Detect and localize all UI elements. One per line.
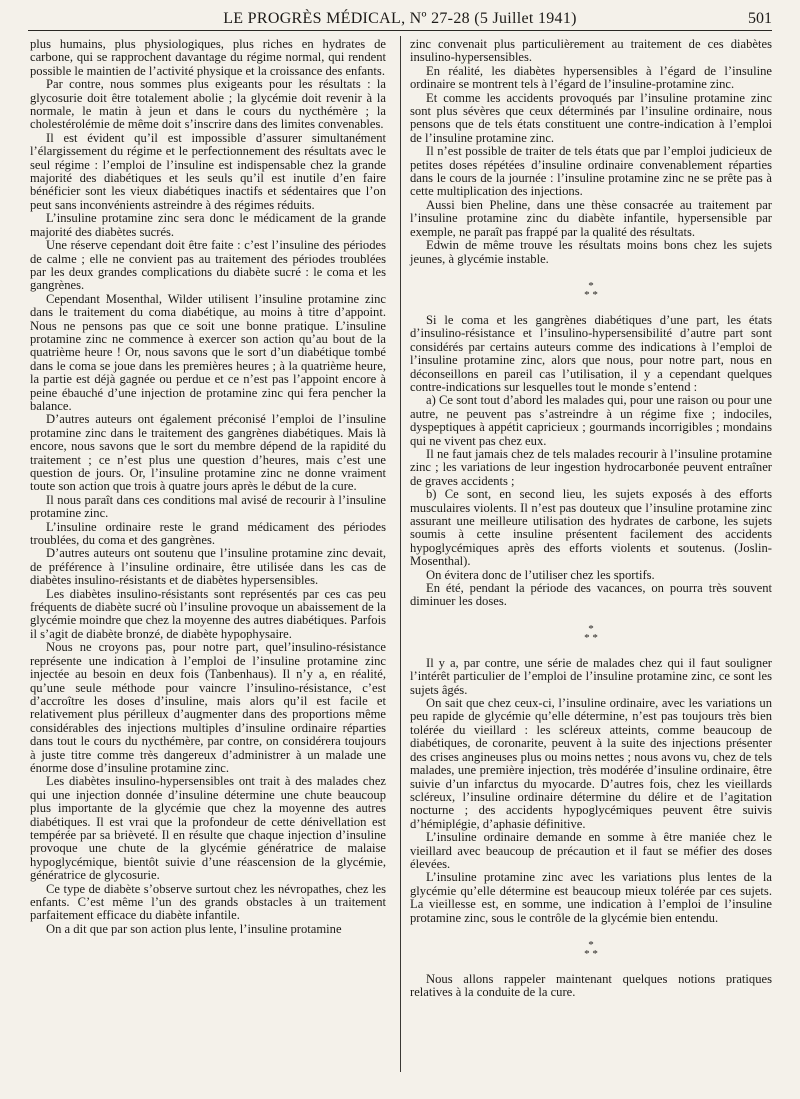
column-divider [400,36,401,1072]
paragraph: L’insuline protamine zinc sera donc le médicament de la grande majorité des diabètes sucrés. [30,211,386,239]
separator-bottom-stars: * * [584,631,598,644]
paragraph: Nous ne croyons pas, pour notre part, quel’insulino-résistance représente une indication à l’emploi de l’insuline protamine zinc injectée au besoin en deux fois (Tanbenhaus). Il n’y a, en réalité, qu’une seule méthode pour vaincre l’insulino-résistance, c’est d’accroître les doses d’insuline, mais alors qu’il est facile et relativement plus périlleux d’augmenter dans des proportions même considérables des injections multiples d’insuline ordinaire réparties dans tout le cours du nycthémère, par contre, on considérera toujours à juste titre comme très dangereux d’administrer à un malade une énorme dose d’insuline protamine zinc. [30,640,386,775]
paragraph: D’autres auteurs ont également préconisé l’emploi de l’insuline protamine zinc dans le traitement des gangrènes diabétiques. Mais là encore, nous savons que le sort du membre dépend de la rapidité du traitement ; ce n’est plus une question d’heures, mais c’est une question de jours. Or, l’insuline protamine zinc ne donne vraiment toute son action que trois à quatre jours après le début de la cure. [30,412,386,494]
paragraph: Il est évident qu’il est impossible d’assurer simultanément l’élargissement du régime et le perfectionnement des résultats avec le seul régime : l’emploi de l’insuline est indispensable chez la grande majorité des diabétiques et les seuls qu’il est inutile d’en faire bénéficier sont les vieux diabétiques inactifs et sédentaires que l’on peut sans inconvénients astreindre à des régimes réduits. [30,130,386,212]
separator-top-star: * [588,279,594,292]
paragraph: zinc convenait plus particulièrement au traitement de ces diabètes insulino-hypersensibles. [410,37,772,65]
left-column [30,38,386,936]
page-number: 501 [748,10,772,27]
paragraph: Une réserve cependant doit être faite : c’est l’insuline des périodes de calme ; elle ne convient pas au traitement des périodes troublées par les deux grandes complications du diabète sucré : le coma et les gangrènes. [30,238,386,293]
paragraph: Ce type de diabète s’observe surtout chez les névropathes, chez les enfants. C’est même l’un des grands obstacles à un traitement parfaitement efficace du diabète infantile. [30,881,386,923]
paragraph: Cependant Mosenthal, Wilder utilisent l’insuline protamine zinc dans le traitement du coma diabétique, au moins à titre d’appoint. Nous ne pensons pas que ce soit une bonne pratique. L’insuline protamine zinc ne commence à exercer son action qu’au bout de la quatrième heure ! Or, nous savons que le sort d’un diabétique tombé dans le coma se joue dans les premières heures ; à la quatrième heure, la partie est déjà gagnée ou perdue et ce n’est pas l’appoint encore à peine ébauché d’une injection de protamine zinc qui fera pencher la balance. [30,291,386,413]
paragraph: L’insuline ordinaire demande en somme à être maniée chez le vieillard avec beaucoup de précaution et il faut se méfier des doses élevées. [410,830,772,871]
section-separator [410,622,772,644]
separator-bottom-stars: * * [584,947,598,960]
paragraph: plus humains, plus physiologiques, plus riches en hydrates de carbone, qui se rapprochent davantage du régime normal, qui rendent possible le maintien de l’activité physique et la croissance des enfants. [30,37,386,78]
separator-top-star: * [588,622,594,635]
separator-top-star: * [588,938,594,951]
paragraph: Il nous paraît dans ces conditions mal avisé de recourir à l’insuline protamine zinc. [30,492,386,521]
paragraph: Edwin de même trouve les résultats moins bons chez les sujets jeunes, à glycémie instable. [410,238,772,266]
paragraph: En réalité, les diabètes hypersensibles à l’égard de l’insuline ordinaire se montrent tels à l’égard de l’insuline-protamine zinc. [410,63,772,92]
paragraph: Les diabètes insulino-hypersensibles ont trait à des malades chez qui une injection donnée d’insuline détermine une chute beaucoup plus importante de la glycémie que chez la moyenne des autres diabétiques. Il est vrai que la profondeur de cette dénivellation est tempérée par sa brièveté. Il en résulte que chaque injection d’insuline provoque une chute de la glycémie génératrice de malaise hypoglycémique, bientôt suivie d’une réascension de la glycémie, génératrice de glycosurie. [30,774,386,883]
section-separator [410,938,772,960]
right-column [410,38,772,1000]
paragraph: Si le coma et les gangrènes diabétiques d’une part, les états d’insulino-résistance et l’insulino-hypersensibilité d’autre part sont considérés par certains auteurs comme des indications à l’emploi de l’insuline protamine zinc, alors que nous, pour notre part, nous en déconseillons en pareil cas l’utilisation, il y a cependant quelques contre-indications sur lesquelles tout le monde s’entend : [410,312,772,394]
paragraph: L’insuline protamine zinc avec les variations plus lentes de la glycémie qu’elle détermine est beaucoup mieux tolérée par ces sujets. La vieillesse est, en somme, une indication à l’emploi de l’insuline protamine zinc, sous le contrôle de la glycémie bien entendu. [410,870,772,925]
paragraph: On évitera donc de l’utiliser chez les sportifs. [426,567,655,582]
paragraph: Il ne faut jamais chez de tels malades recourir à l’insuline protamine zinc ; les variations de leur ingestion hydrocarbonée peuvent entraîner de graves accidents ; [410,446,772,488]
paragraph: Aussi bien Pheline, dans une thèse consacrée au traitement par l’insuline protamine zinc du diabète infantile, hypersensible par exemple, ne paraît pas frappé par la qualité des résultats. [410,197,772,239]
paragraph: a) Ce sont tout d’abord les malades qui, pour une raison ou pour une autre, ne peuvent pas s’astreindre à un régime fixe ; indociles, dyspeptiques à appétit capricieux ; gourmands incorrigibles ; mondains qui ne vivent pas chez eux. [410,393,772,448]
paragraph: On sait que chez ceux-ci, l’insuline ordinaire, avec les variations un peu rapide de glycémie qu’elle détermine, n’est pas toujours très bien tolérée du vieillard : les scléreux atteints, comme beaucoup de diabétiques, de coronarite, peuvent à la suite des injections présenter des crises angineuses plus ou moins nettes ; nous avons vu, chez de tels malades, une première injection, très modérée d’insuline ordinaire, être suivie d’un infarctus du myocarde. D’autres fois, chez les vieillards scléreux, l’insuline ordinaire détermine du délire et de l’agitation nocturne ; des accidents hypoglycémiques peuvent être suivis d’hémiplégie, d’aphasie définitive. [410,696,772,831]
separator-bottom-stars: * * [584,288,598,301]
paragraph: Nous allons rappeler maintenant quelques notions pratiques relatives à la conduite de la cure. [410,971,772,1000]
paragraph: En été, pendant la période des vacances, on pourra très souvent diminuer les doses. [410,581,772,609]
journal-title: LE PROGRÈS MÉDICAL, Nº 27-28 (5 Juillet 1941) [223,10,577,27]
paragraph: b) Ce sont, en second lieu, les sujets exposés à des efforts musculaires violents. Il n’est pas douteux que l’insuline protamine zinc assurant une meilleure utilisation des hydrates de carbone, les sujets soumis à cette insuline présentent facilement des accidents hypoglycémiques après des efforts violents et soutenus. (Joslin-Mosenthal). [410,487,772,569]
paragraph: L’insuline ordinaire reste le grand médicament des périodes troublées, du coma et des gangrènes. [30,519,386,548]
running-header [28,8,772,31]
paragraph: Les diabètes insulino-résistants sont représentés par ces cas peu fréquents de diabète sucré où l’insuline provoque un abaissement de la glycémie moindre que chez la moyenne des autres diabétiques. Parfois il s’agit de diabète bronzé, de diabète hypophysaire. [30,586,387,641]
paragraph: Et comme les accidents provoqués par l’insuline protamine zinc sont plus sévères que ceux déterminés par l’insuline ordinaire, nous pensons que de tels états constituent une contre-indication à l’emploi de l’insuline protamine zinc. [410,90,772,145]
paragraph: Par contre, nous sommes plus exigeants pour les résultats : la glycosurie doit être totalement abolie ; la glycémie doit revenir à la normale, le matin à jeun et dans le cours du nycthémère ; la cholestérolémie de même doit s’inscrire dans des limites convenables. [30,77,386,132]
paragraph: D’autres auteurs ont soutenu que l’insuline protamine zinc devait, de préférence à l’insuline ordinaire, être utilisée dans les cas de diabètes insulino-résistants et de diabètes hypersensibles. [30,546,386,588]
section-separator [410,279,772,301]
paragraph: Il n’est possible de traiter de tels états que par l’emploi judicieux de petites doses répétées d’insuline ordinaire convenablement réparties dans le cours de la journée : l’insuline protamine zinc ne se prête pas à cette multiplication des injections. [410,144,772,199]
paragraph: On a dit que par son action plus lente, l’insuline protamine [46,921,342,936]
paragraph: Il y a, par contre, une série de malades chez qui il faut souligner l’intérêt particulier de l’emploi de l’insuline protamine zinc, ce sont les sujets âgés. [410,655,772,697]
